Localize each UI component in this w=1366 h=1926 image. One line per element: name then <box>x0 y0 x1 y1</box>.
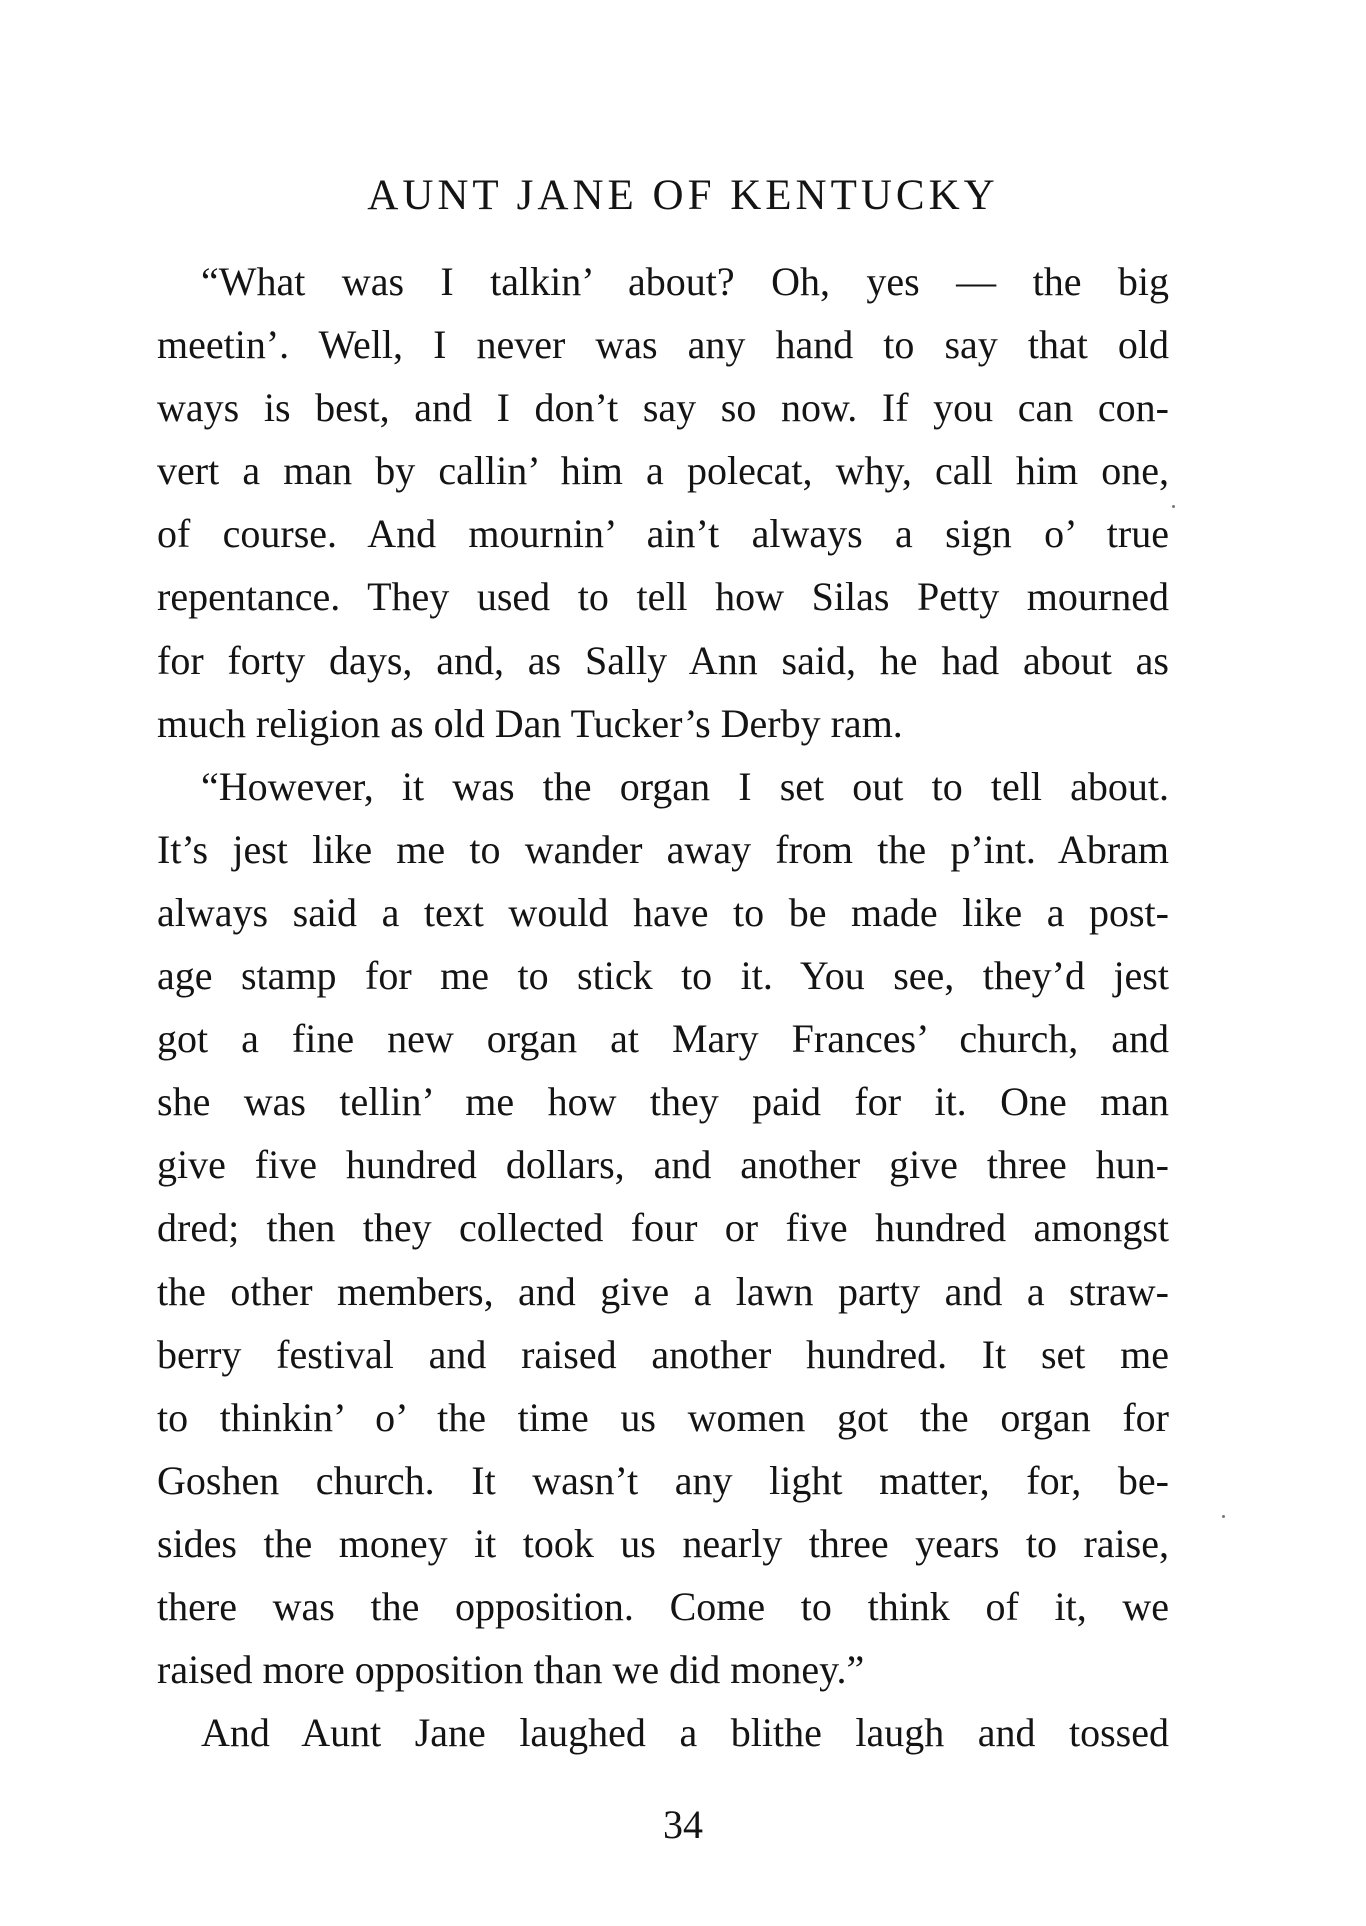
text-line: to thinkin’ o’ the time us women got the organ for <box>157 1394 1169 1440</box>
text-line: always said a text would have to be made like a post- <box>157 889 1169 935</box>
text-line: age stamp for me to stick to it. You see, they’d jest <box>157 953 1169 999</box>
text-line: dred; then they collected four or five hundred amongst <box>157 1205 1169 1251</box>
running-head: AUNT JANE OF KENTUCKY <box>367 172 999 219</box>
text-line: raised more opposition than we did money.” <box>157 1647 865 1693</box>
text-line: berry festival and raised another hundred. It set me <box>157 1331 1169 1377</box>
text-line: “What was I talkin’ about? Oh, yes — the big <box>201 259 1169 304</box>
text-line: the other members, and give a lawn party and a straw- <box>157 1268 1169 1314</box>
text-line: got a fine new organ at Mary Frances’ church, and <box>157 1016 1169 1062</box>
text-line: she was tellin’ me how they paid for it. One man <box>157 1079 1169 1125</box>
text-line: “However, it was the organ I set out to tell about. <box>201 763 1169 809</box>
body-text <box>157 250 1169 1764</box>
text-line: vert a man by callin’ him a polecat, why, call him one, <box>157 448 1169 494</box>
text-line: meetin’. Well, I never was any hand to say that old <box>157 322 1169 368</box>
text-line: repentance. They used to tell how Silas Petty mourned <box>157 574 1169 620</box>
scan-speck <box>1172 505 1175 508</box>
text-line: ways is best, and I don’t say so now. If you can con- <box>157 385 1169 431</box>
page-number: 34 <box>663 1802 703 1847</box>
text-line: Goshen church. It wasn’t any light matter, for, be- <box>157 1457 1169 1503</box>
text-line: for forty days, and, as Sally Ann said, he had about as <box>157 637 1169 683</box>
text-line: of course. And mournin’ ain’t always a sign o’ true <box>157 511 1169 557</box>
text-line: give five hundred dollars, and another give three hun- <box>157 1142 1169 1188</box>
text-line: much religion as old Dan Tucker’s Derby ram. <box>157 700 903 746</box>
scan-speck <box>1222 1515 1225 1518</box>
text-line: And Aunt Jane laughed a blithe laugh and tossed <box>201 1710 1169 1756</box>
text-line: sides the money it took us nearly three years to raise, <box>157 1520 1169 1566</box>
text-line: It’s jest like me to wander away from the p’int. Abram <box>157 826 1169 872</box>
text-line: there was the opposition. Come to think of it, we <box>157 1583 1169 1629</box>
